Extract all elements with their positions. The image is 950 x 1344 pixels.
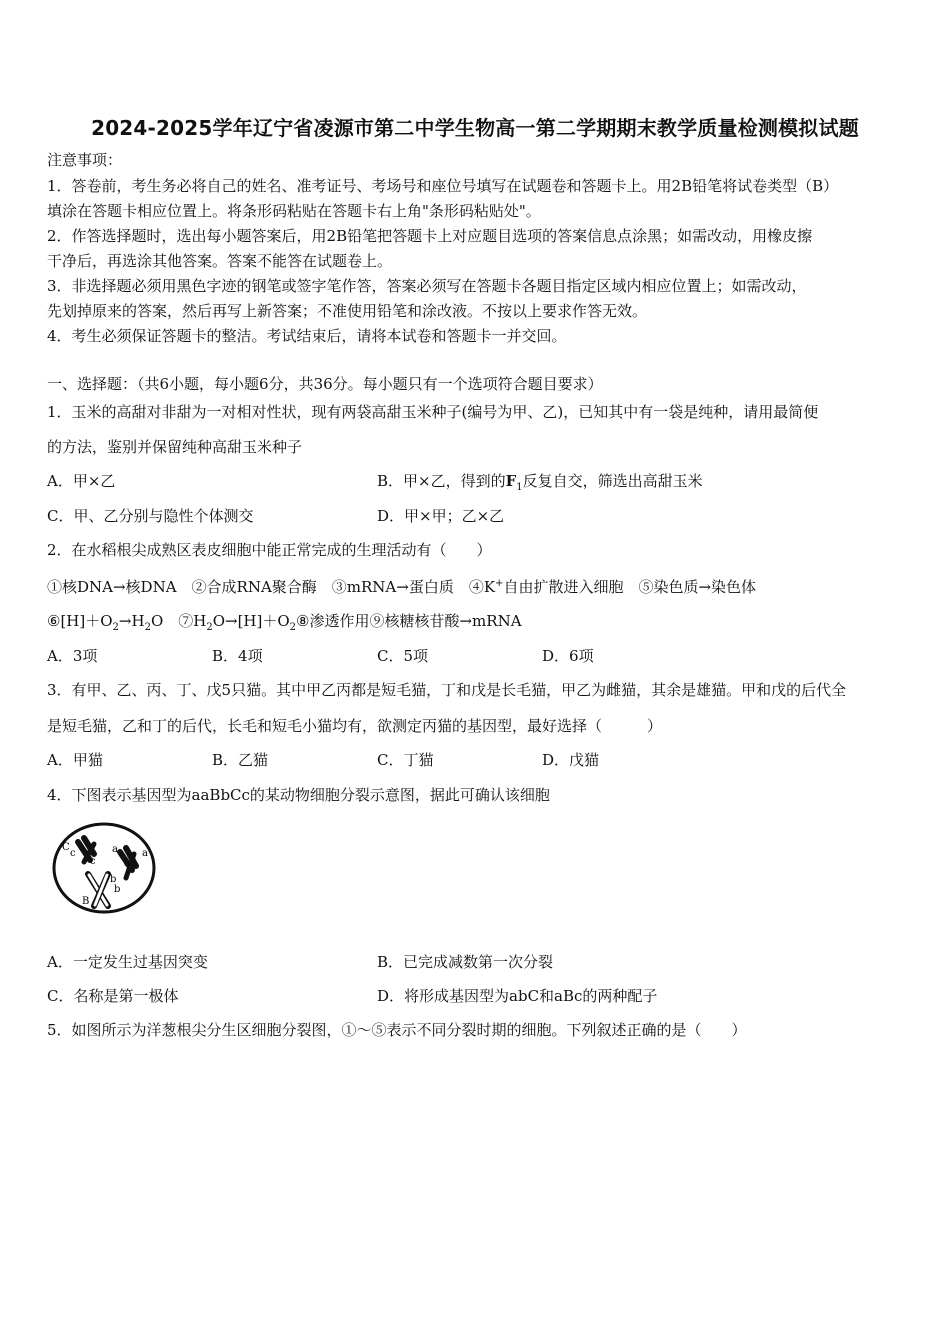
q2-option-d: D．6项: [542, 647, 594, 665]
q3-option-b: B．乙猫: [212, 751, 269, 769]
q5-stem: 5．如图所示为洋葱根尖分生区细胞分裂图，①～⑤表示不同分裂时期的细胞。下列叙述正确的是（ ）: [47, 1021, 747, 1039]
gene-label: C: [62, 842, 70, 853]
q2-items-line1: ①核DNA→核DNA ②合成RNA聚合酶 ③mRNA→蛋白质 ④K+自由扩散进入细胞 ⑤染色质→染色体: [47, 578, 757, 596]
gene-label: a: [142, 848, 148, 859]
cell-division-figure: [50, 820, 162, 918]
q1-option-a: A．甲×乙: [47, 472, 116, 490]
q2-stem: 2．在水稻根尖成熟区表皮细胞中能正常完成的生理活动有（ ）: [47, 541, 492, 559]
q3-option-d: D．戊猫: [542, 751, 600, 769]
q1-stem-line1: 1．玉米的高甜对非甜为一对相对性状，现有两袋高甜玉米种子(编号为甲、乙)，已知其中有一袋是纯种，请用最简便: [47, 403, 819, 421]
notice-heading: 注意事项：: [47, 151, 123, 169]
q1-stem-line2: 的方法，鉴别并保留纯种高甜玉米种子: [47, 438, 303, 456]
notice-line: 先划掉原来的答案，然后再写上新答案；不准使用铅笔和涂改液。不按以上要求作答无效。: [47, 302, 648, 320]
gene-label: a: [124, 858, 130, 869]
q4-stem: 4．下图表示基因型为aaBbCc的某动物细胞分裂示意图，据此可确认该细胞: [47, 786, 550, 804]
gene-label: c: [70, 848, 76, 859]
q1-option-b: B．甲×乙，得到的$F_1$反复自交，筛选出高甜玉米: [377, 472, 703, 493]
notice-line: 干净后，再选涂其他答案。答案不能答在试题卷上。: [47, 252, 393, 270]
section-heading: 一、选择题：（共6小题，每小题6分，共36分。每小题只有一个选项符合题目要求）: [47, 375, 603, 393]
q3-stem-line2: 是短毛猫，乙和丁的后代，长毛和短毛小猫均有，欲测定丙猫的基因型，最好选择（ ）: [47, 717, 663, 735]
q3-option-c: C．丁猫: [377, 751, 434, 769]
q3-option-a: A．甲猫: [47, 751, 103, 769]
q1-option-d: D．甲×甲；乙×乙: [377, 507, 505, 525]
q2-option-b: B．4项: [212, 647, 263, 665]
gene-label: c: [90, 856, 96, 867]
q2-option-a: A．3项: [47, 647, 98, 665]
page-title: 2024-2025学年辽宁省凌源市第二中学生物高一第二学期期末教学质量检测模拟试题: [91, 116, 859, 140]
gene-label: B: [82, 896, 90, 907]
q4-option-a: A．一定发生过基因突变: [47, 953, 208, 971]
notice-line: 4．考生必须保证答题卡的整洁。考试结束后，请将本试卷和答题卡一并交回。: [47, 327, 567, 345]
notice-line: 1．答卷前，考生务必将自己的姓名、准考证号、考场号和座位号填写在试题卷和答题卡上。用2B铅笔将试卷类型（B）: [47, 177, 839, 195]
gene-label: b: [110, 874, 117, 885]
q3-stem-line1: 3．有甲、乙、丙、丁、戊5只猫。其中甲乙丙都是短毛猫，丁和戊是长毛猫，甲乙为雌猫，其余是雄猫。甲和戊的后代全: [47, 681, 847, 699]
q2-items-line2: $⑥[H]+O_2\to H_2O$ $⑦H_2O\to[H]+O_2⑧$渗透作用⑨核糖核苷酸→mRNA: [47, 612, 522, 633]
q4-option-c: C．名称是第一极体: [47, 987, 179, 1005]
q1-option-c: C．甲、乙分别与隐性个体测交: [47, 507, 254, 525]
notice-line: 3．非选择题必须用黑色字迹的钢笔或签字笔作答，答案必须写在答题卡各题目指定区域内相应位置上；如需改动，: [47, 277, 807, 295]
notice-line: 填涂在答题卡相应位置上。将条形码粘贴在答题卡右上角"条形码粘贴处"。: [47, 202, 541, 220]
q4-option-b: B．已完成减数第一次分裂: [377, 953, 554, 971]
q4-option-d: D．将形成基因型为abC和aBc的两种配子: [377, 987, 658, 1005]
gene-label: a: [112, 844, 118, 855]
gene-label: b: [114, 884, 121, 895]
notice-line: 2．作答选择题时，选出每小题答案后，用2B铅笔把答题卡上对应题目选项的答案信息点涂黑；如需改动，用橡皮擦: [47, 227, 813, 245]
q2-option-c: C．5项: [377, 647, 429, 665]
